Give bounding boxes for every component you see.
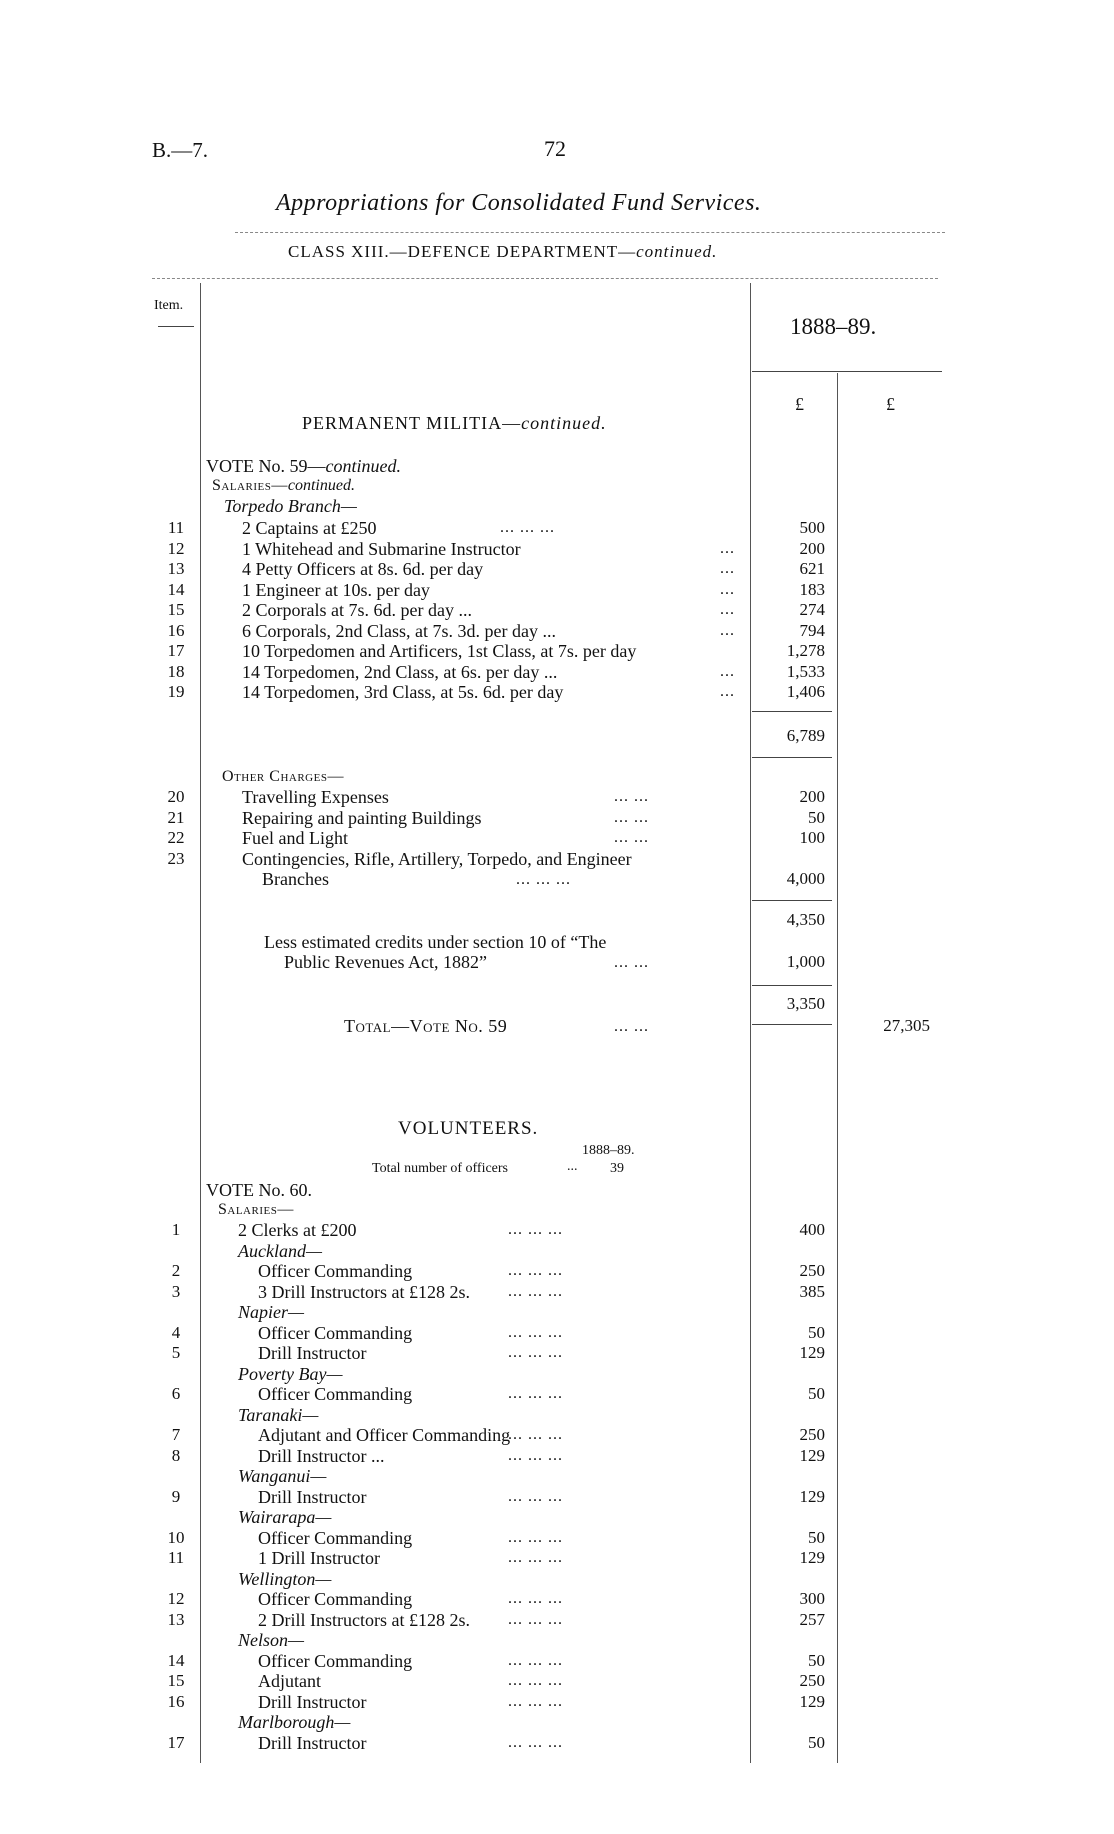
other-charges-heading: Other Charges— bbox=[222, 768, 344, 785]
item-number: 10 bbox=[167, 1527, 185, 1547]
line-item-amount: 1,406 bbox=[786, 682, 825, 701]
vote-60-heading: VOTE No. 60. bbox=[206, 1180, 312, 1200]
line-item-amount: 257 bbox=[799, 1609, 825, 1629]
item-number: 14 bbox=[167, 1650, 185, 1670]
item-number: 16 bbox=[167, 620, 185, 640]
line-item-amount: 385 bbox=[799, 1281, 825, 1301]
page-number: 72 bbox=[544, 136, 566, 161]
line-item-description: 3 Drill Instructors at £128 2s. bbox=[258, 1281, 470, 1302]
leader-dots: ... ... ... bbox=[508, 1385, 563, 1402]
line-item-description: 14 Torpedomen, 3rd Class, at 5s. 6d. per day bbox=[242, 682, 564, 702]
item-number: 9 bbox=[171, 1486, 181, 1506]
line-item-description: Officer Commanding bbox=[258, 1650, 413, 1671]
line-item-amount: 50 bbox=[808, 1650, 825, 1670]
line-item-amount: 50 bbox=[808, 1732, 825, 1752]
less-credits-dots: ... ... bbox=[614, 954, 649, 971]
line-item-amount: 500 bbox=[799, 518, 825, 537]
net-total-rule-bottom bbox=[752, 1024, 832, 1025]
line-item-amount: 50 bbox=[808, 1322, 825, 1342]
leader-dots: ... ... ... bbox=[508, 1610, 563, 1628]
district-heading: Napier— bbox=[238, 1302, 305, 1322]
district-heading: Poverty Bay— bbox=[238, 1363, 343, 1384]
line-item-amount: 1,278 bbox=[786, 641, 825, 660]
less-credits-line1: Less estimated credits under section 10 of “The bbox=[264, 932, 607, 952]
item-header-rule bbox=[158, 326, 194, 327]
leader-dots: ... ... ... bbox=[508, 1282, 563, 1300]
militia-heading-suffix: continued. bbox=[521, 413, 607, 433]
item-number: 7 bbox=[171, 1425, 181, 1444]
leader-dots: ... ... ... bbox=[508, 1426, 563, 1443]
class-heading-text: CLASS XIII.—DEFENCE DEPARTMENT— bbox=[288, 242, 637, 261]
item-number: 11 bbox=[167, 518, 185, 537]
volunteers-heading: VOLUNTEERS. bbox=[398, 1118, 539, 1139]
item-column-header: Item. bbox=[154, 298, 184, 313]
line-item-description: Drill Instructor bbox=[258, 1343, 367, 1363]
salaries-heading-text: Salaries— bbox=[212, 477, 288, 494]
item-number: 12 bbox=[167, 538, 185, 558]
year-column-header: 1888–89. bbox=[790, 314, 877, 339]
line-item-description: 2 Corporals at 7s. 6d. per day ... bbox=[242, 600, 472, 620]
line-item-description: Officer Commanding bbox=[258, 1322, 413, 1343]
item-number: 5 bbox=[171, 1343, 181, 1362]
leader-dots: ... bbox=[720, 683, 735, 700]
district-heading: Wanganui— bbox=[238, 1466, 327, 1486]
vote-59-heading bbox=[206, 456, 401, 476]
district-heading: Nelson— bbox=[238, 1630, 305, 1650]
item-number: 18 bbox=[167, 661, 185, 681]
class-heading bbox=[288, 242, 717, 262]
leader-dots: ... bbox=[720, 662, 735, 680]
line-item-amount: 50 bbox=[808, 1527, 825, 1547]
line-item-description: Drill Instructor bbox=[258, 1732, 367, 1753]
leader-dots: ... bbox=[720, 560, 735, 577]
net-total: 3,350 bbox=[786, 994, 825, 1013]
item-number: 4 bbox=[171, 1322, 181, 1342]
item-number: 21 bbox=[167, 807, 185, 827]
leader-dots: ... ... ... bbox=[508, 1487, 563, 1505]
volunteers-year: 1888–89. bbox=[582, 1143, 635, 1158]
line-item-amount: 200 bbox=[799, 787, 825, 806]
line-item-description: 1 Whitehead and Submarine Instructor bbox=[242, 538, 521, 559]
line-item-description: 10 Torpedomen and Artificers, 1st Class, at 7s. per day bbox=[242, 641, 637, 661]
item-number: 2 bbox=[171, 1261, 181, 1280]
leader-dots: ... ... ... bbox=[508, 1733, 563, 1751]
line-item-amount: 250 bbox=[799, 1425, 825, 1444]
leader-dots: ... ... ... bbox=[508, 1262, 563, 1279]
leader-dots: ... bbox=[720, 621, 735, 639]
document-reference: B.—7. bbox=[152, 138, 209, 162]
other-charges-subtotal: 4,350 bbox=[786, 910, 825, 929]
line-item-amount: 129 bbox=[799, 1445, 825, 1465]
line-item-description: 1 Engineer at 10s. per day bbox=[242, 579, 430, 600]
line-item-description: 4 Petty Officers at 8s. 6d. per day bbox=[242, 559, 484, 579]
leader-dots: ... ... ... bbox=[508, 1221, 563, 1238]
line-item-amount: 129 bbox=[799, 1486, 825, 1506]
year-header-rule bbox=[752, 371, 942, 372]
item-number: 16 bbox=[167, 1691, 185, 1711]
item-column-rule bbox=[200, 283, 201, 1763]
line-item-description: Adjutant bbox=[258, 1671, 321, 1691]
vote-59-text: VOTE No. 59— bbox=[206, 456, 326, 476]
line-item-description: Officer Commanding bbox=[258, 1384, 413, 1404]
district-heading: Auckland— bbox=[238, 1240, 322, 1261]
item-number: 3 bbox=[171, 1281, 181, 1301]
leader-dots: ... ... bbox=[614, 829, 649, 846]
item-number: 15 bbox=[167, 1671, 185, 1690]
officers-label: Total number of officers bbox=[372, 1161, 508, 1176]
leader-dots: ... ... ... bbox=[500, 519, 555, 536]
leader-dots: ... ... ... bbox=[508, 1446, 563, 1464]
leader-dots: ... ... ... bbox=[508, 1672, 563, 1689]
torpedo-branch-heading: Torpedo Branch— bbox=[224, 496, 357, 516]
salaries-heading bbox=[212, 476, 355, 496]
leader-dots: ... ... bbox=[614, 788, 649, 805]
line-item-amount: 400 bbox=[799, 1220, 825, 1239]
other-subtotal-rule-top bbox=[752, 900, 832, 901]
line-item-description: Repairing and painting Buildings bbox=[242, 807, 482, 828]
line-item-amount: 621 bbox=[799, 559, 825, 578]
line-item-description: 2 Drill Instructors at £128 2s. bbox=[258, 1609, 470, 1630]
line-item-amount: 250 bbox=[799, 1261, 825, 1280]
item-number: 22 bbox=[167, 828, 185, 847]
item-number: 15 bbox=[167, 600, 185, 619]
line-item-amount: 50 bbox=[808, 1384, 825, 1403]
item-number: 12 bbox=[167, 1589, 185, 1608]
page-title: Appropriations for Consolidated Fund Services. bbox=[276, 190, 762, 216]
title-rule bbox=[235, 232, 945, 233]
line-item-description: Officer Commanding bbox=[258, 1527, 413, 1548]
item-number: 13 bbox=[167, 1609, 185, 1629]
line-item-description: Travelling Expenses bbox=[242, 787, 389, 807]
item-number: 1 bbox=[171, 1220, 181, 1239]
leader-dots: ... ... ... bbox=[508, 1528, 563, 1546]
line-item-amount: 250 bbox=[799, 1671, 825, 1690]
amount-column-rule bbox=[750, 283, 751, 1763]
line-item-amount: 1,533 bbox=[786, 661, 825, 681]
line-item-description: 6 Corporals, 2nd Class, at 7s. 3d. per day ... bbox=[242, 620, 556, 641]
line-item-amount: 100 bbox=[799, 828, 825, 847]
officers-count: 39 bbox=[610, 1161, 624, 1176]
leader-dots: ... ... ... bbox=[516, 870, 571, 888]
officers-dots: ... bbox=[567, 1159, 578, 1174]
line-item-amount: 183 bbox=[799, 579, 825, 599]
district-heading: Marlborough— bbox=[238, 1712, 351, 1732]
leader-dots: ... ... bbox=[614, 808, 649, 826]
line-item-description: Drill Instructor bbox=[258, 1486, 367, 1507]
leader-dots: ... ... ... bbox=[508, 1692, 563, 1710]
leader-dots: ... ... ... bbox=[508, 1590, 563, 1607]
total-column-rule bbox=[837, 373, 838, 1763]
pound-header-1: £ bbox=[795, 394, 804, 414]
district-heading: Wairarapa— bbox=[238, 1507, 332, 1527]
line-item-description: Adjutant and Officer Commanding bbox=[258, 1425, 511, 1445]
less-credits-amount: 1,000 bbox=[786, 952, 825, 971]
class-heading-suffix: continued. bbox=[636, 242, 718, 261]
leader-dots: ... bbox=[720, 539, 735, 557]
vote-59-grand-total: 27,305 bbox=[883, 1016, 930, 1035]
line-item-amount: 274 bbox=[799, 600, 825, 619]
salaries-heading-suffix: continued. bbox=[287, 477, 355, 494]
vote-59-total-dots: ... ... bbox=[614, 1018, 649, 1035]
line-item-amount: 200 bbox=[799, 538, 825, 558]
line-item-description: Officer Commanding bbox=[258, 1589, 413, 1609]
item-number: 17 bbox=[167, 1732, 185, 1752]
item-number: 11 bbox=[167, 1548, 185, 1567]
salaries-subtotal-rule-top bbox=[752, 711, 832, 712]
leader-dots: ... bbox=[720, 580, 735, 598]
district-heading: Wellington— bbox=[238, 1568, 332, 1589]
salaries-subtotal: 6,789 bbox=[786, 726, 825, 745]
line-item-description: Fuel and Light bbox=[242, 828, 348, 848]
item-number: 14 bbox=[167, 579, 185, 599]
item-number: 17 bbox=[167, 641, 185, 660]
line-item-description: 2 Clerks at £200 bbox=[238, 1220, 357, 1240]
item-number: 20 bbox=[167, 787, 185, 806]
vote-59-total-label: Total—Vote No. 59 bbox=[344, 1016, 508, 1036]
pound-header-2: £ bbox=[886, 394, 895, 414]
line-item-amount: 300 bbox=[799, 1589, 825, 1608]
line-item-description: Contingencies, Rifle, Artillery, Torpedo, and Engineer bbox=[242, 848, 632, 869]
item-number: 19 bbox=[167, 682, 185, 701]
less-credits-line2: Public Revenues Act, 1882” bbox=[284, 952, 487, 972]
line-item-amount: 4,000 bbox=[786, 868, 825, 888]
net-total-rule-top bbox=[752, 985, 832, 986]
line-item-description: Officer Commanding bbox=[258, 1261, 413, 1281]
line-item-amount: 794 bbox=[799, 620, 825, 640]
line-item-description: 2 Captains at £250 bbox=[242, 518, 377, 538]
item-number: 13 bbox=[167, 559, 185, 578]
line-item-description-continued: Branches bbox=[262, 868, 329, 889]
district-heading: Taranaki— bbox=[238, 1404, 319, 1425]
item-number: 23 bbox=[167, 848, 185, 868]
vote-59-suffix: continued. bbox=[325, 456, 401, 476]
leader-dots: ... ... ... bbox=[508, 1651, 563, 1669]
line-item-description: Drill Instructor bbox=[258, 1691, 367, 1712]
militia-heading-text: PERMANENT MILITIA— bbox=[302, 413, 522, 433]
leader-dots: ... bbox=[720, 601, 735, 618]
item-number: 8 bbox=[171, 1445, 181, 1465]
salaries-subtotal-rule-bottom bbox=[752, 757, 832, 758]
line-item-amount: 129 bbox=[799, 1691, 825, 1711]
volunteers-salaries-heading: Salaries— bbox=[218, 1201, 294, 1218]
leader-dots: ... ... ... bbox=[508, 1323, 563, 1341]
militia-heading bbox=[302, 413, 607, 434]
line-item-description: Drill Instructor ... bbox=[258, 1445, 385, 1466]
class-rule bbox=[152, 278, 938, 279]
leader-dots: ... ... ... bbox=[508, 1549, 563, 1566]
line-item-amount: 50 bbox=[808, 807, 825, 827]
item-number: 6 bbox=[171, 1384, 181, 1403]
line-item-amount: 129 bbox=[799, 1343, 825, 1362]
line-item-description: 1 Drill Instructor bbox=[258, 1548, 380, 1568]
line-item-amount: 129 bbox=[799, 1548, 825, 1567]
line-item-description: 14 Torpedomen, 2nd Class, at 6s. per day ... bbox=[242, 661, 558, 682]
leader-dots: ... ... ... bbox=[508, 1344, 563, 1361]
